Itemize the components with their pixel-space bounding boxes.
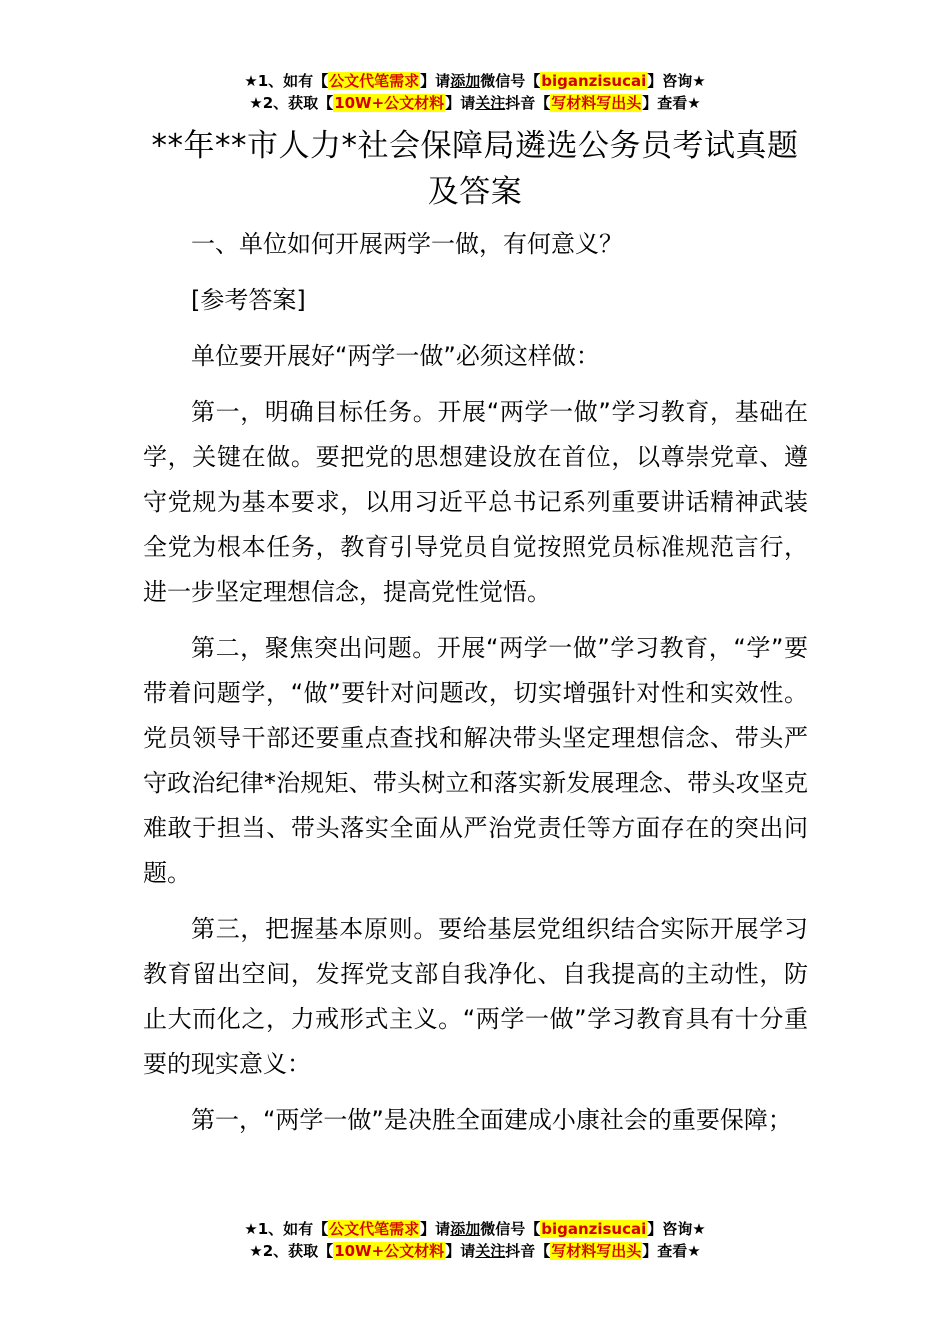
banner-underline: 关注 [475, 94, 506, 112]
banner-underline: 关注 [475, 1242, 506, 1260]
banner-text: ★2、获取【 [249, 1242, 334, 1260]
banner-highlight: 10W+公文材料 [334, 1242, 445, 1260]
question-heading: 一、单位如何开展两学一做，有何意义？ [191, 230, 623, 258]
banner-text: 】请 [445, 1242, 476, 1260]
banner-line-1 [0, 1218, 950, 1240]
banner-text: 微信号【 [480, 72, 541, 90]
banner-text: 抖音【 [505, 1242, 551, 1260]
banner-highlight: biganzisucai [541, 1220, 647, 1238]
banner-highlight: biganzisucai [541, 72, 647, 90]
banner-line-2 [0, 92, 950, 114]
paragraph: 第三，把握基本原则。要给基层党组织结合实际开展学习教育留出空间，发挥党支部自我净化、自我提高的主动性，防止大而化之，力戒形式主义。“两学一做”学习教育具有十分重要的现实意义： [143, 915, 808, 1078]
banner-text: 微信号【 [480, 1220, 541, 1238]
banner-text: ★1、如有【 [244, 1220, 329, 1238]
banner-text: 】查看★ [642, 1242, 701, 1260]
paragraph: 第一，明确目标任务。开展“两学一做”学习教育，基础在学，关键在做。要把党的思想建设放在首位，以尊崇党章、遵守党规为基本要求，以用习近平总书记系列重要讲话精神武装全党为根本任务，教育引导党员自觉按照党员标准规范言行，进一步坚定理想信念，提高党性觉悟。 [143, 398, 808, 606]
banner-text: 抖音【 [505, 94, 551, 112]
paragraph: 第一，“两学一做”是决胜全面建成小康社会的重要保障； [191, 1106, 792, 1134]
header-banner [0, 70, 950, 114]
banner-highlight: 公文代笔需求 [329, 72, 420, 90]
banner-text: 】请 [420, 1220, 451, 1238]
banner-highlight: 写材料写出头 [551, 94, 642, 112]
banner-text: 】咨询★ [647, 1220, 706, 1238]
banner-highlight: 10W+公文材料 [334, 94, 445, 112]
answer-label: [参考答案] [191, 286, 306, 314]
banner-text: 】咨询★ [647, 72, 706, 90]
banner-line-1 [0, 70, 950, 92]
document-title: **年**市人力*社会保障局遴选公务员考试真题及答案 [151, 128, 799, 210]
banner-text: ★1、如有【 [244, 72, 329, 90]
banner-text: 】请 [420, 72, 451, 90]
banner-line-2 [0, 1240, 950, 1262]
paragraph: 单位要开展好“两学一做”必须这样做： [191, 342, 600, 370]
banner-highlight: 公文代笔需求 [329, 1220, 420, 1238]
paragraph: 第二，聚焦突出问题。开展“两学一做”学习教育，“学”要带着问题学，“做”要针对问题改，切实增强针对性和实效性。党员领导干部还要重点查找和解决带头坚定理想信念、带头严守政治纪律*治规矩、带头树立和落实新发展理念、带头攻坚克难敢于担当、带头落实全面从严治党责任等方面存在的突出问题。 [143, 634, 808, 887]
banner-text: ★2、获取【 [249, 94, 334, 112]
banner-text: 】请 [445, 94, 476, 112]
footer-banner [0, 1218, 950, 1262]
banner-underline: 添加 [450, 72, 481, 90]
banner-highlight: 写材料写出头 [551, 1242, 642, 1260]
banner-underline: 添加 [450, 1220, 481, 1238]
banner-text: 】查看★ [642, 94, 701, 112]
document-body [143, 222, 808, 1154]
